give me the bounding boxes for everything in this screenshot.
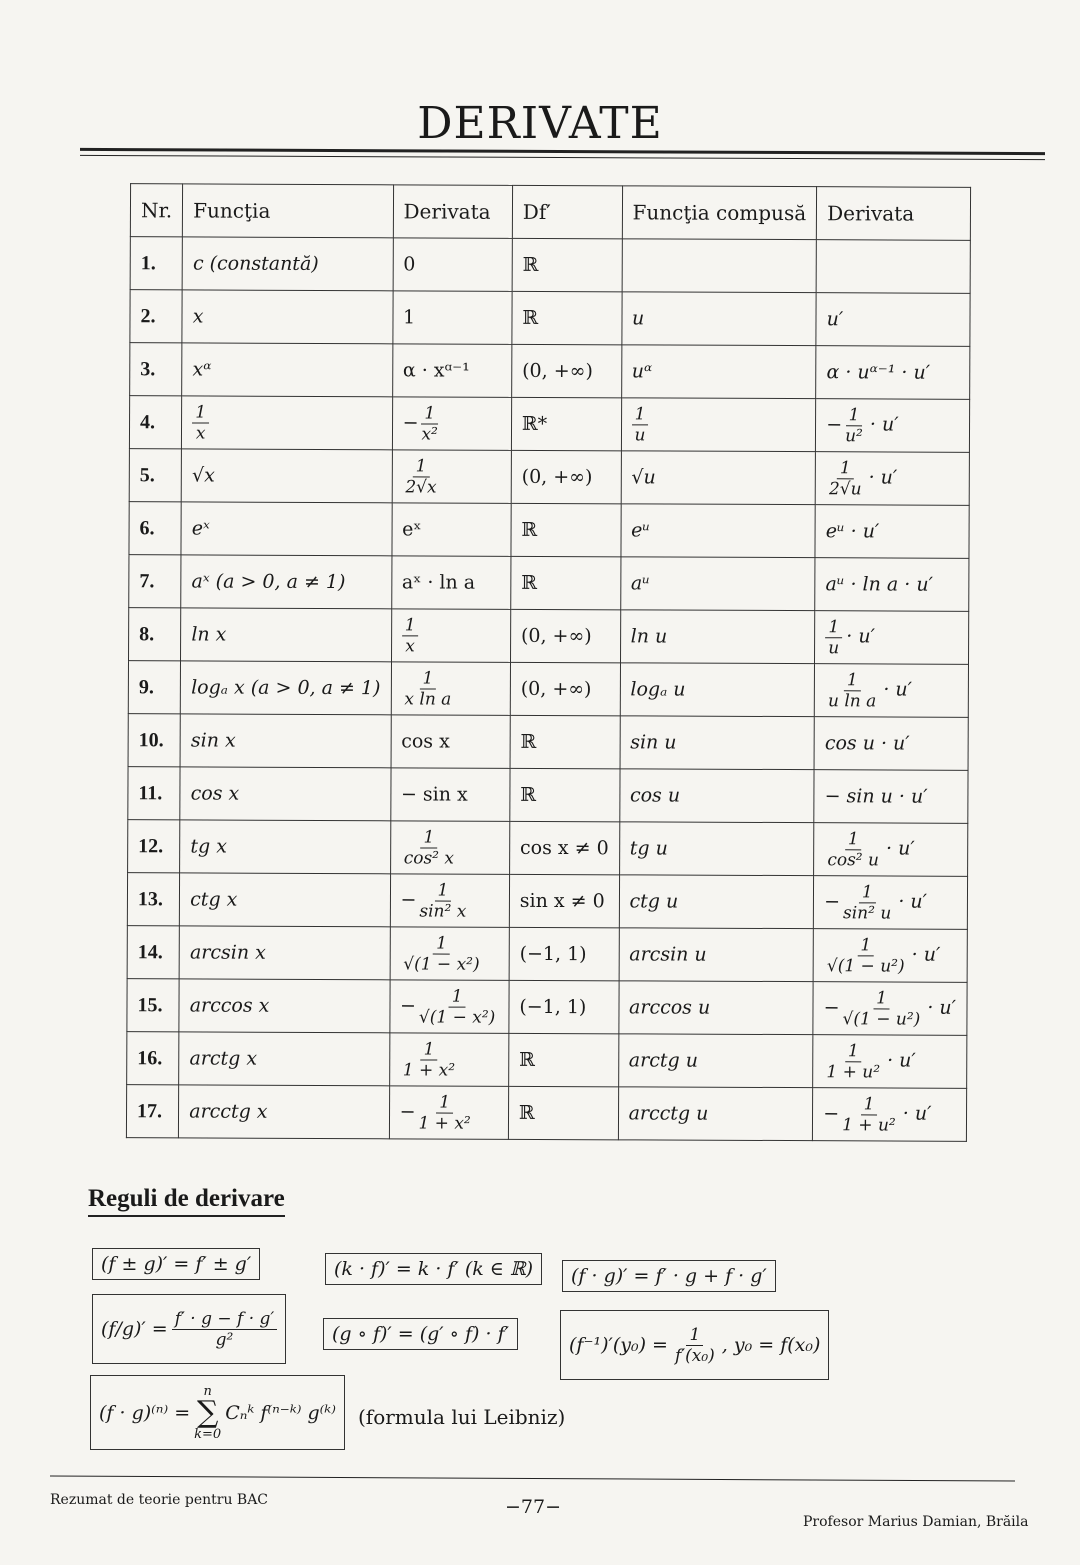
cell-composite-derivative: cos u · u′ <box>814 717 968 771</box>
cell-function: arcsin x <box>179 926 390 980</box>
rule-composition <box>323 1318 518 1350</box>
cell-composite-function: ctg u <box>619 875 814 929</box>
denominator: x <box>405 635 415 656</box>
cell-domain: (0, +∞) <box>511 450 621 503</box>
cell-derivative <box>390 874 510 928</box>
sum-bottom: k=0 <box>194 1426 222 1442</box>
cell-domain: ℝ <box>512 291 622 344</box>
fraction <box>825 670 879 711</box>
numerator: 1 <box>413 456 430 477</box>
cell-domain: ℝ <box>509 1033 619 1086</box>
cell-composite-derivative <box>814 876 968 930</box>
denominator: √(1 − x²) <box>418 1006 496 1028</box>
cell-nr: 2. <box>130 290 182 343</box>
rules-heading: Reguli de derivare <box>88 1185 285 1217</box>
fraction-suffix: · u′ <box>886 837 915 860</box>
cell-nr: 17. <box>126 1085 178 1138</box>
cell-derivative: 1 <box>392 291 512 345</box>
cell-nr: 1. <box>130 237 182 290</box>
cell-composite-derivative: − sin u · u′ <box>814 770 968 824</box>
rule-composition-text: (g ∘ f)′ = (g′ ∘ f) · f′ <box>332 1323 509 1345</box>
cell-nr: 7. <box>129 555 181 608</box>
cell-composite-function: arcctg u <box>618 1087 813 1141</box>
rule-scalar-text: (k · f)′ = k · f′ (k ∈ ℝ) <box>334 1258 534 1280</box>
table-row <box>129 449 969 506</box>
cell-function: x <box>182 290 393 344</box>
header-composite-function: Funcţia compusă <box>622 186 817 240</box>
fraction <box>632 404 649 445</box>
denominator: u <box>828 637 840 658</box>
fraction <box>402 615 419 656</box>
table-row <box>129 396 969 453</box>
header-composite-derivative: Derivata <box>817 187 971 241</box>
cell-composite-function: eᵘ <box>621 504 816 558</box>
cell-composite-function: √u <box>621 451 816 505</box>
fraction <box>416 986 499 1027</box>
rule-scalar <box>325 1253 542 1285</box>
quotient-den: g² <box>215 1329 234 1350</box>
cell-composite-derivative <box>813 1035 967 1089</box>
fraction <box>823 1041 883 1082</box>
cell-composite-derivative <box>814 823 968 877</box>
cell-domain: sin x ≠ 0 <box>509 874 619 927</box>
rule-quotient <box>92 1294 286 1364</box>
table-row <box>130 290 970 347</box>
cell-function: cos x <box>180 767 391 821</box>
cell-composite-derivative: aᵘ · ln a · u′ <box>815 558 969 612</box>
cell-domain: ℝ* <box>511 397 621 450</box>
cell-domain: ℝ <box>511 503 621 556</box>
numerator: 1 <box>421 827 438 848</box>
numerator: 1 <box>402 615 419 636</box>
cell-function: ctg x <box>180 873 391 927</box>
inverse-lhs: (f⁻¹)′(y₀) = <box>569 1334 668 1356</box>
table-row <box>129 555 969 612</box>
table-row <box>128 767 968 824</box>
footer-left: Rezumat de teorie pentru BAC <box>50 1492 269 1508</box>
cell-derivative: eˣ <box>392 503 512 557</box>
numerator: 1 <box>857 935 874 956</box>
fraction <box>192 402 209 443</box>
denominator: x ln a <box>404 688 452 710</box>
numerator: 1 <box>433 933 450 954</box>
header-domain: Df′ <box>512 185 622 238</box>
numerator: 1 <box>192 402 209 423</box>
table-row <box>127 926 967 983</box>
inverse-post: , y₀ = f(x₀) <box>721 1334 821 1356</box>
denominator: x² <box>421 423 438 445</box>
numerator: 1 <box>873 988 890 1009</box>
fraction <box>401 827 457 868</box>
cell-nr: 3. <box>130 343 182 396</box>
cell-domain: ℝ <box>512 238 622 291</box>
cell-nr: 6. <box>129 502 181 555</box>
numerator: 1 <box>449 986 466 1007</box>
numerator: 1 <box>421 403 438 424</box>
fraction <box>840 882 894 923</box>
denominator: u² <box>845 425 863 446</box>
table-row <box>127 979 967 1036</box>
cell-nr: 8. <box>129 608 181 661</box>
fraction <box>418 403 441 444</box>
denominator: cos² x <box>403 847 455 869</box>
fraction <box>842 405 866 446</box>
page-title: DERIVATE <box>417 98 663 149</box>
cell-composite-function: sin u <box>620 716 815 770</box>
table-row <box>127 873 967 930</box>
cell-composite-function: arctg u <box>618 1034 813 1088</box>
table-row <box>126 1085 966 1142</box>
denominator: 1 + x² <box>418 1112 471 1134</box>
footer-right: Profesor Marius Damian, Brăila <box>803 1514 1029 1530</box>
fraction-suffix: · u′ <box>869 413 899 436</box>
cell-composite-function: tg u <box>619 822 814 876</box>
rule-product <box>562 1260 776 1292</box>
cell-derivative <box>389 980 509 1034</box>
table-row <box>128 714 968 771</box>
fraction-sign: − <box>823 996 840 1019</box>
fraction <box>416 880 469 921</box>
cell-composite-derivative <box>813 982 967 1036</box>
numerator: 1 <box>632 404 649 425</box>
cell-composite-derivative <box>816 240 970 294</box>
cell-composite-function: logₐ u <box>620 663 815 717</box>
denominator: cos² u <box>827 849 880 870</box>
cell-function: ln x <box>181 608 392 662</box>
fraction <box>824 935 908 976</box>
cell-composite-derivative: eᵘ · u′ <box>815 505 969 559</box>
cell-composite-derivative <box>816 399 970 453</box>
fraction-sign: − <box>824 890 841 913</box>
cell-derivative <box>391 662 511 716</box>
derivatives-table <box>126 183 971 1142</box>
table-row <box>130 237 970 294</box>
rule-sum <box>92 1248 260 1280</box>
cell-composite-function: arccos u <box>618 981 813 1035</box>
denominator: u <box>634 424 646 445</box>
leibniz-rhs: Cₙᵏ f⁽ⁿ⁻ᵏ⁾ g⁽ᵏ⁾ <box>225 1401 336 1424</box>
cell-derivative <box>391 609 511 663</box>
cell-nr: 16. <box>127 1032 179 1085</box>
denominator: √(1 − u²) <box>826 955 905 977</box>
header-derivative: Derivata <box>393 185 513 239</box>
cell-composite-function <box>622 239 817 293</box>
denominator: √(1 − x²) <box>403 953 480 975</box>
cell-composite-derivative <box>814 664 968 718</box>
cell-domain: ℝ <box>508 1086 618 1139</box>
denominator: sin² x <box>419 900 467 922</box>
cell-derivative: α · xᵅ⁻¹ <box>392 344 512 398</box>
cell-function: arctg x <box>179 1032 390 1086</box>
cell-derivative <box>390 821 510 875</box>
cell-composite-function: ln u <box>620 610 815 664</box>
inverse-fraction <box>672 1325 718 1366</box>
cell-domain: ℝ <box>510 715 620 768</box>
header-nr: Nr. <box>130 184 182 237</box>
table-row <box>130 343 970 400</box>
numerator: 1 <box>844 670 861 691</box>
denominator: 2√u <box>828 478 862 499</box>
cell-composite-function: arcsin u <box>619 928 814 982</box>
table-row <box>129 608 969 665</box>
denominator: u ln a <box>827 690 877 711</box>
leibniz-lhs: (f · g)⁽ⁿ⁾ = <box>99 1401 191 1424</box>
cell-nr: 10. <box>128 714 180 767</box>
cell-domain: (−1, 1) <box>509 927 619 980</box>
cell-domain: (0, +∞) <box>510 662 620 715</box>
numerator: 1 <box>436 1092 453 1113</box>
cell-composite-function: cos u <box>619 769 814 823</box>
leibniz-note: (formula lui Leibniz) <box>358 1405 566 1429</box>
table-row <box>127 1032 967 1089</box>
fraction <box>825 617 842 658</box>
cell-composite-derivative <box>813 1088 967 1142</box>
cell-composite-function: u <box>621 292 816 346</box>
cell-composite-derivative <box>815 611 969 665</box>
cell-composite-derivative <box>813 929 967 983</box>
cell-nr: 14. <box>127 926 179 979</box>
cell-function: tg x <box>180 820 391 874</box>
cell-nr: 9. <box>128 661 180 714</box>
fraction <box>402 456 439 497</box>
cell-function: arccos x <box>179 979 390 1033</box>
cell-nr: 5. <box>129 449 181 502</box>
denominator: √(1 − u²) <box>842 1008 921 1030</box>
cell-derivative: aˣ · ln a <box>391 556 511 610</box>
fraction-sign: − <box>399 1100 416 1123</box>
cell-composite-derivative: u′ <box>816 293 970 347</box>
table-header <box>130 184 970 241</box>
footer-rule <box>50 1475 1015 1481</box>
cell-function: c (constantă) <box>182 237 393 291</box>
cell-function: √x <box>181 449 392 503</box>
numerator: 1 <box>845 829 862 850</box>
cell-composite-function: uᵅ <box>621 345 816 399</box>
fraction-suffix: · u′ <box>846 625 875 648</box>
cell-nr: 4. <box>129 396 181 449</box>
cell-domain: (−1, 1) <box>509 980 619 1033</box>
fraction-suffix: · u′ <box>911 943 941 966</box>
numerator: 1 <box>861 1094 878 1115</box>
cell-nr: 13. <box>127 873 179 926</box>
cell-derivative: 0 <box>393 238 513 292</box>
denominator: 1 + x² <box>402 1059 456 1081</box>
cell-function: arcctg x <box>179 1085 390 1139</box>
cell-derivative <box>392 397 512 451</box>
fraction <box>415 1092 473 1133</box>
fraction-suffix: · u′ <box>927 996 957 1019</box>
cell-derivative <box>389 1033 509 1087</box>
numerator: 1 <box>845 1041 862 1062</box>
cell-function <box>182 396 393 450</box>
fraction-sign: − <box>826 413 843 436</box>
fraction <box>400 933 483 974</box>
numerator: 1 <box>420 668 437 689</box>
fraction-sign: − <box>400 888 417 911</box>
fraction <box>839 1094 899 1135</box>
quotient-num: f′ · g − f · g′ <box>172 1309 278 1330</box>
fraction-suffix: · u′ <box>868 466 898 489</box>
sum-symbol: n ∑ k=0 <box>194 1383 222 1442</box>
cell-derivative <box>389 1086 509 1140</box>
rule-product-text: (f · g)′ = f′ · g + f · g′ <box>571 1265 767 1287</box>
cell-nr: 15. <box>127 979 179 1032</box>
fraction-suffix: · u′ <box>887 1049 916 1072</box>
denominator: 1 + u² <box>842 1114 896 1136</box>
quotient-lhs: (f/g)′ = <box>101 1318 168 1340</box>
cell-nr: 11. <box>128 767 180 820</box>
fraction-suffix: · u′ <box>898 890 928 913</box>
fraction-suffix: · u′ <box>883 678 913 701</box>
fraction <box>840 988 924 1029</box>
fraction <box>824 829 882 870</box>
denominator: sin² u <box>842 902 892 923</box>
rule-inverse <box>560 1310 829 1380</box>
title-rule-thin <box>80 155 1045 160</box>
cell-derivative: − sin x <box>390 768 510 822</box>
cell-composite-function: aᵘ <box>620 557 815 611</box>
numerator: 1 <box>859 882 876 903</box>
table-row <box>128 820 968 877</box>
numerator: 1 <box>435 880 452 901</box>
fraction <box>826 458 865 499</box>
denominator: 1 + u² <box>826 1061 881 1082</box>
cell-domain: (0, +∞) <box>512 344 622 397</box>
cell-derivative <box>390 927 510 981</box>
cell-derivative: cos x <box>391 715 511 769</box>
fraction-sign: − <box>823 1102 840 1125</box>
numerator: 1 <box>825 617 842 638</box>
numerator: 1 <box>837 458 854 479</box>
inverse-den: f′(x₀) <box>674 1345 715 1366</box>
table-row <box>128 661 968 718</box>
fraction-sign: − <box>400 994 417 1017</box>
header-function: Funcţia <box>183 184 394 238</box>
cell-function: eˣ <box>181 502 392 556</box>
page-number: −77− <box>505 1496 562 1518</box>
cell-composite-derivative: α · uᵅ⁻¹ · u′ <box>816 346 970 400</box>
cell-domain: (0, +∞) <box>510 609 620 662</box>
sum-top: n <box>203 1383 212 1399</box>
rule-sum-text: (f ± g)′ = f′ ± g′ <box>101 1253 252 1275</box>
cell-domain: ℝ <box>511 556 621 609</box>
cell-composite-derivative <box>815 452 969 506</box>
cell-function: sin x <box>180 714 391 768</box>
denominator: x <box>195 422 206 444</box>
cell-derivative <box>392 450 512 504</box>
cell-domain: cos x ≠ 0 <box>509 821 619 874</box>
cell-function: xᵅ <box>182 343 393 397</box>
denominator: 2√x <box>405 476 437 498</box>
cell-function: logₐ x (a > 0, a ≠ 1) <box>181 661 392 715</box>
cell-function: aˣ (a > 0, a ≠ 1) <box>181 555 392 609</box>
cell-nr: 12. <box>128 820 180 873</box>
inverse-num: 1 <box>686 1325 703 1346</box>
fraction <box>400 1039 458 1080</box>
rule-leibniz <box>90 1375 345 1450</box>
cell-composite-function <box>621 398 816 452</box>
fraction <box>401 668 454 709</box>
table-row <box>129 502 969 559</box>
quotient-fraction <box>172 1309 278 1350</box>
numerator: 1 <box>421 1039 438 1060</box>
fraction-suffix: · u′ <box>902 1102 932 1125</box>
cell-domain: ℝ <box>510 768 620 821</box>
numerator: 1 <box>846 405 863 426</box>
fraction-sign: − <box>402 411 419 434</box>
